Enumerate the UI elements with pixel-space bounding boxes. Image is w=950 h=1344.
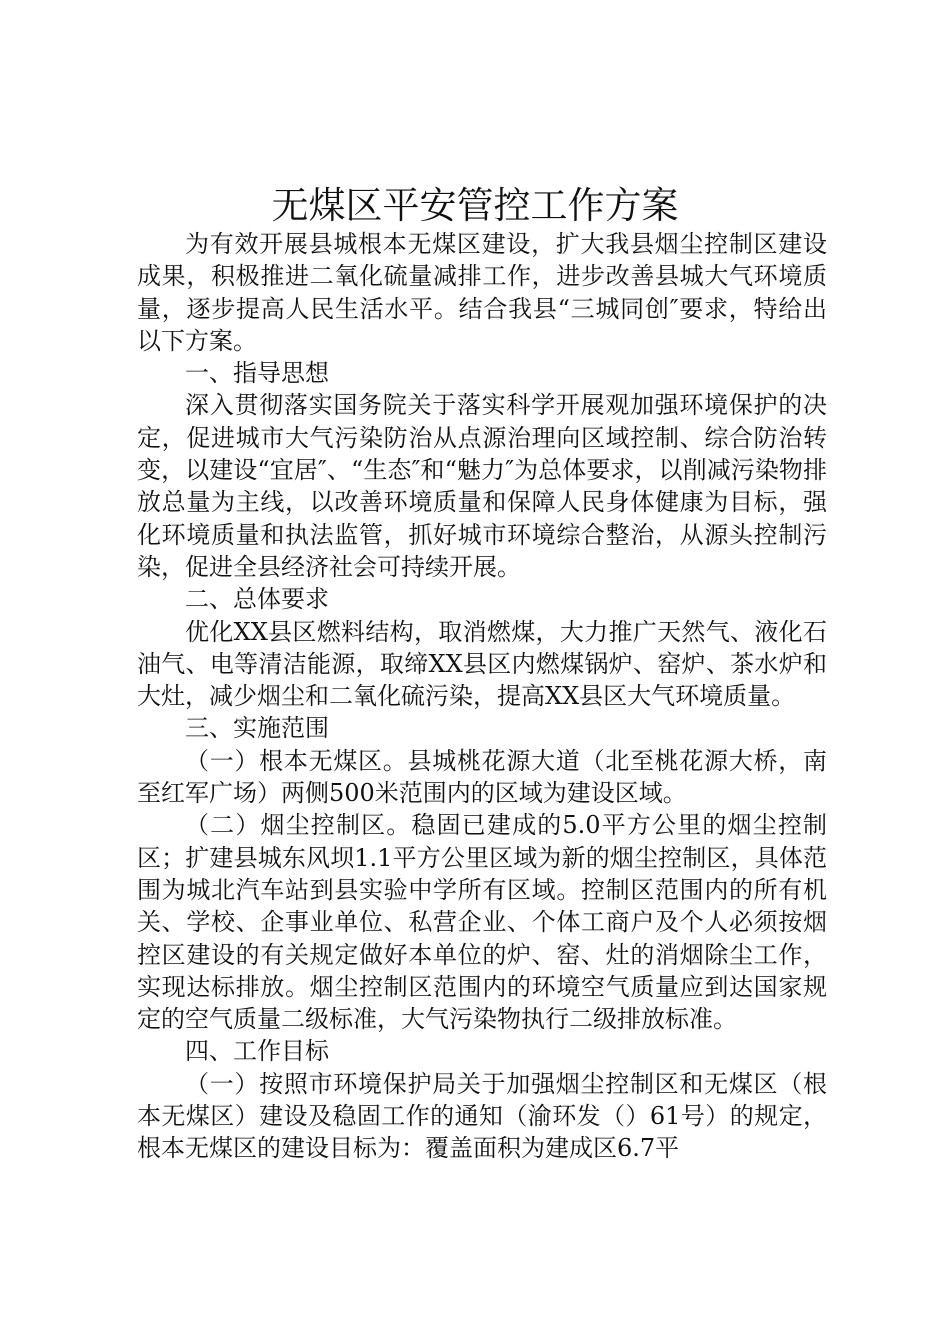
work-goals-paragraph: （一）按照市环境保护局关于加强烟尘控制区和无煤区（根本无煤区）建设及稳固工作的通知（渝环发（）61号）的规定，根本无煤区的建设目标为：覆盖面积为建成区6.7平	[137, 1069, 827, 1163]
guiding-ideology-paragraph: 深入贯彻落实国务院关于落实科学开展观加强环境保护的决定，促进城市大气污染防治从点源治理向区域控制、综合防治转变，以建设“宜居″、“生态″和“魅力″为总体要求，以削减污染物排放总量为主线，以改善环境质量和保障人民身体健康为目标，强化环境质量和执法监管，抓好城市环境综合整治，从源头控制污染，促进全县经济社会可持续开展。	[137, 391, 827, 581]
general-requirements-paragraph: 优化XX县区燃料结构，取消燃煤，大力推广天然气、液化石油气、电等清洁能源，取缔XX县区内燃煤锅炉、窑炉、茶水炉和大灶，减少烟尘和二氧化硫污染，提高XX县区大气环境质量。	[137, 617, 827, 711]
section-heading-implementation-scope: 三、实施范围	[185, 714, 329, 743]
document-body	[137, 228, 827, 1165]
intro-paragraph: 为有效开展县城根本无煤区建设，扩大我县烟尘控制区建设成果，积极推进二氧化硫量减排工作，进步改善县城大气环境质量，逐步提高人民生活水平。结合我县“三城同创″要求，特给出以下方案。	[137, 230, 827, 355]
document-title: 无煤区平安管控工作方案	[271, 184, 679, 227]
scope-coal-free-zone-paragraph: （一）根本无煤区。县城桃花源大道（北至桃花源大桥，南至红军广场）两侧500米范围内的区域为建设区域。	[137, 746, 827, 808]
section-heading-work-goals: 四、工作目标	[185, 1037, 329, 1066]
section-heading-guiding-ideology: 一、指导思想	[185, 359, 329, 388]
section-heading-general-requirements: 二、总体要求	[185, 585, 329, 614]
scope-smoke-control-zone-paragraph: （二）烟尘控制区。稳固已建成的5.0平方公里的烟尘控制区；扩建县城东风坝1.1平方公里区域为新的烟尘控制区，具体范围为城北汽车站到县实验中学所有区域。控制区范围内的所有机关、学校、企事业单位、私营企业、个体工商户及个人必须按烟控区建设的有关规定做好本单位的炉、窑、灶的消烟除尘工作，实现达标排放。烟尘控制区范围内的环境空气质量应到达国家规定的空气质量二级标准，大气污染物执行二级排放标准。	[137, 811, 827, 1034]
